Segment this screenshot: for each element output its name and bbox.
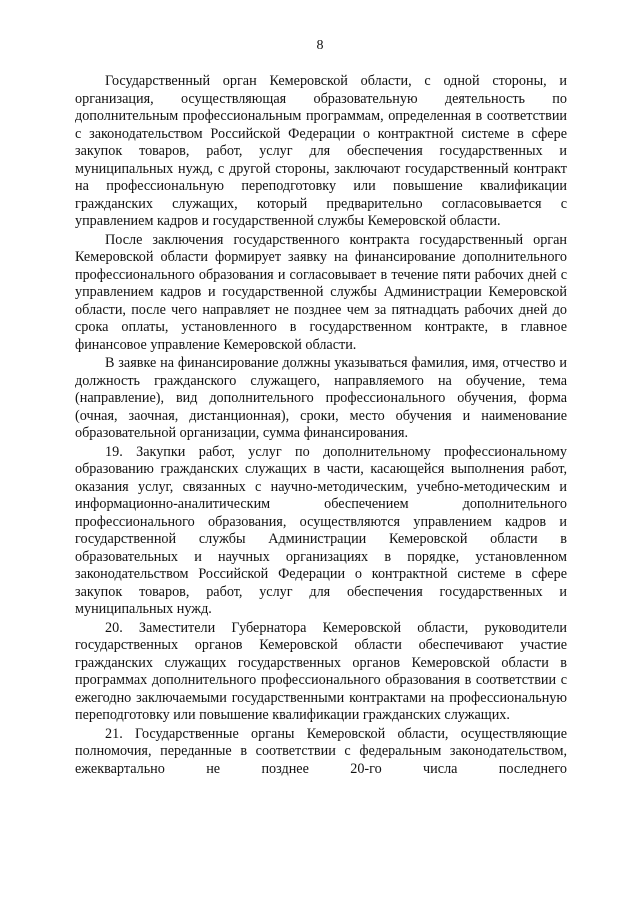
document-body (75, 73, 567, 778)
paragraph-item-21: 21. Государственные органы Кемеровской области, осуществляющие полномочия, переданные в соответствии с федеральным законодательством, ежеквартально не позднее 20-го числа последнего (75, 725, 567, 777)
paragraph-contract-conclusion: Государственный орган Кемеровской области, с одной стороны, и организация, осуществляющая образовательную деятельность по дополнительным профессиональным программам, определенная в соответствии с законодательством Российской Федерации о контрактной системе в сфере закупок товаров, работ, услуг для обеспечения государственных и муниципальных нужд, с другой стороны, заключают государственный контракт на профессиональную переподготовку или повышение квалификации гражданских служащих, который предварительно согласовывается с управлением кадров и государственной службы Кемеровской области. (75, 73, 567, 229)
paragraph-request-contents: В заявке на финансирование должны указываться фамилия, имя, отчество и должность гражданского служащего, направляемого на обучение, тема (направление), вид дополнительного профессионального обучения, форма (очная, заочная, дистанционная), сроки, место обучения и наименование образовательной организации, сумма финансирования. (75, 355, 567, 441)
page-number: 8 (316, 38, 324, 53)
paragraph-funding-request: После заключения государственного контракта государственный орган Кемеровской области формирует заявку на финансирование дополнительного профессионального образования и согласовывает в течение пяти рабочих дней с управлением кадров и государственной службы Администрации Кемеровской области, после чего направляет не позднее чем за пятнадцать рабочих дней до срока оплаты, установленного в государственном контракте, в главное финансовое управление Кемеровской области. (75, 231, 567, 353)
paragraph-item-20: 20. Заместители Губернатора Кемеровской области, руководители государственных органов Кемеровской области обеспечивают участие гражданских служащих государственных органов Кемеровской области в программах дополнительного профессионального образования в соответствии с ежегодно заключаемыми государственными контрактами на профессиональную переподготовку или повышение квалификации гражданских служащих. (75, 619, 567, 723)
paragraph-item-19: 19. Закупки работ, услуг по дополнительному профессиональному образованию гражданских служащих в части, касающейся выполнения работ, оказания услуг, связанных с научно-методическим, учебно-методическим и информационно-аналитическим обеспечением дополнительного профессионального образования, осуществляются управлением кадров и государственной службы Администрации Кемеровской области в образовательных и научных организациях в порядке, установленном законодательством Российской Федерации о контрактной системе в сфере закупок товаров, работ, услуг для обеспечения государственных и муниципальных нужд. (75, 443, 567, 617)
